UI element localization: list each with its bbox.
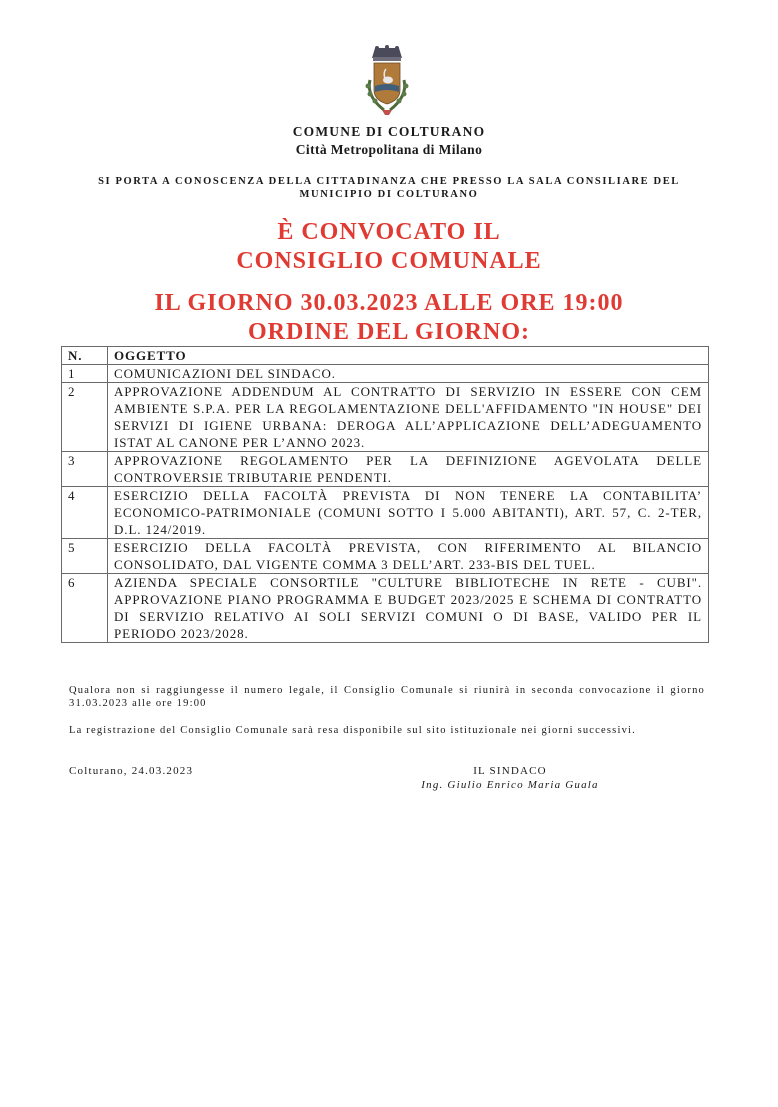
second-call-notice: Qualora non si raggiungesse il numero legale, il Consiglio Comunale si riunirà in seconda convocazione il giorno 31.03.2023 alle ore 19:00 <box>69 685 705 709</box>
agenda-item-subject: ESERCIZIO DELLA FACOLTÀ PREVISTA DI NON TENERE LA CONTABILITA’ ECONOMICO-PATRIMONIALE (COMUNI SOTTO I 5.000 ABITANTI), ART. 57, C. 2-TER, D.L. 124/2019. <box>108 487 709 539</box>
agenda-row <box>62 574 709 643</box>
municipality-name: COMUNE DI COLTURANO <box>292 124 486 139</box>
agenda-item-subject: AZIENDA SPECIALE CONSORTILE "CULTURE BIBLIOTECHE IN RETE - CUBI". APPROVAZIONE PIANO PROGRAMMA E BUDGET 2023/2025 E SCHEMA DI CONTRATTO DI SERVIZIO RELATIVO AI SOLI SERVIZI COMUNI O DI BASE, VALIDO PER IL PERIODO 2023/2028. <box>108 574 709 643</box>
agenda-row <box>62 452 709 487</box>
agenda-item-number: 4 <box>62 487 108 539</box>
agenda-item-subject: COMUNICAZIONI DEL SINDACO. <box>108 365 709 383</box>
agenda-item-number: 3 <box>62 452 108 487</box>
agenda-row <box>62 383 709 452</box>
agenda-table <box>61 346 709 643</box>
column-header-subject: OGGETTO <box>108 347 709 365</box>
agenda-row <box>62 487 709 539</box>
agenda-row <box>62 365 709 383</box>
coat-of-arms-icon <box>358 44 416 120</box>
public-notice: SI PORTA A CONOSCENZA DELLA CITTADINANZA CHE PRESSO LA SALA CONSILIARE DEL MUNICIPIO DI COLTURANO <box>98 176 680 200</box>
agenda-title: ORDINE DEL GIORNO: <box>247 319 531 345</box>
agenda-row <box>62 539 709 574</box>
agenda-item-subject: APPROVAZIONE REGOLAMENTO PER LA DEFINIZIONE AGEVOLATA DELLE CONTROVERSIE TRIBUTARIE PENDENTI. <box>108 452 709 487</box>
metropolitan-city: Città Metropolitana di Milano <box>295 142 483 157</box>
agenda-item-number: 5 <box>62 539 108 574</box>
agenda-item-number: 1 <box>62 365 108 383</box>
place-and-date: Colturano, 24.03.2023 <box>69 765 194 777</box>
agenda-header-row <box>62 347 709 365</box>
mayor-name: Ing. Giulio Enrico Maria Guala <box>421 779 599 791</box>
agenda-item-subject: APPROVAZIONE ADDENDUM AL CONTRATTO DI SERVIZIO IN ESSERE CON CEM AMBIENTE S.P.A. PER LA REGOLAMENTAZIONE DELL'AFFIDAMENTO "IN HOUSE" DEI SERVIZI DI IGIENE URBANA: DEROGA ALL’APPLICAZIONE DELL’ADEGUAMENTO ISTAT AL CANONE PER L’ANNO 2023. <box>108 383 709 452</box>
agenda-item-number: 6 <box>62 574 108 643</box>
agenda-item-number: 2 <box>62 383 108 452</box>
agenda-item-subject: ESERCIZIO DELLA FACOLTÀ PREVISTA, CON RIFERIMENTO AL BILANCIO CONSOLIDATO, DAL VIGENTE COMMA 3 DELL’ART. 233-BIS DEL TUEL. <box>108 539 709 574</box>
column-header-number: N. <box>62 347 108 365</box>
convocation-line-2: CONSIGLIO COMUNALE <box>236 248 542 274</box>
recording-notice: La registrazione del Consiglio Comunale sarà resa disponibile sul sito istituzionale nei giorni successivi. <box>69 725 636 736</box>
convocation-line-1: È CONVOCATO IL <box>277 219 501 245</box>
meeting-date-time: IL GIORNO 30.03.2023 ALLE ORE 19:00 <box>154 290 624 316</box>
mayor-title: IL SINDACO <box>473 765 547 777</box>
